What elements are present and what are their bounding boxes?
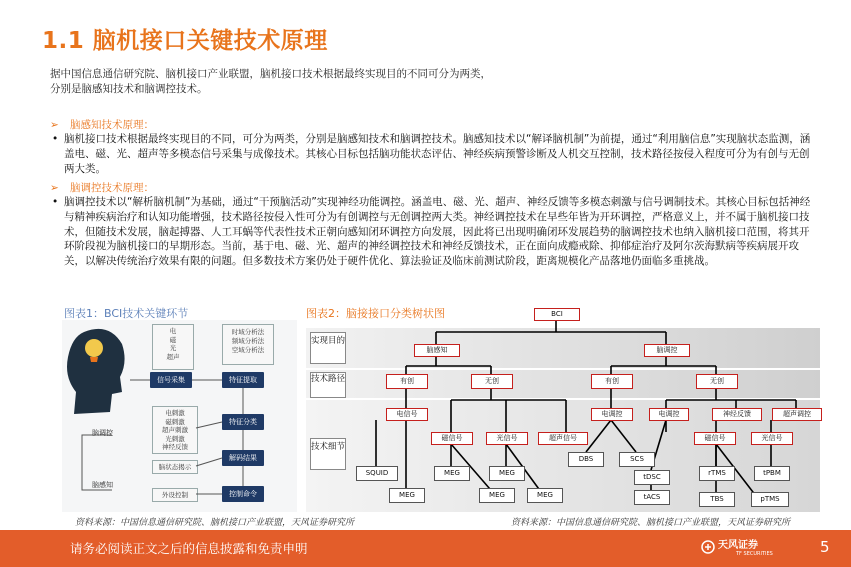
step-feature-extraction: 特征提取 (222, 372, 264, 388)
intro-line-1: 据中国信息通信研究院、脑机接口产业联盟，脑机接口技术根据最终实现目的不同可分为两类， (50, 68, 491, 80)
tree-node-tdsc: tDSC (634, 470, 670, 485)
row-label-goal: 实现目的 (310, 332, 346, 364)
bullet-icon: • (52, 133, 59, 145)
stimulation-box (152, 406, 198, 454)
bullet-text: 脑调控技术以“解析脑机制”为基础，通过“干预脑活动”实现神经功能调控。涵盖电、磁、光、超声、神经反馈等多模态刺激与信号调制技术。其核心目标包括神经与精神疾病治疗和认知功能增强，技术路径按侵入性可分为有创调控与无创调控两大类。神经调控技术在早些年皆为开环调控，严格意义上，并不属于脑机接口技术，但随技术发展，脑起搏器、人工耳蜗等代表性技术正朝向感知闭环调控方向发展，因此将已出现明确闭环发展趋势的脑调控技术也纳入脑机接口范围，将其开环阶段视为脑机接口的早期形态。当前，基于电、磁、光、超声的神经调控技术和神经反馈技术，正在面向成瘾戒除、抑郁症治疗及阿尔茨海默病等疾病展开攻关，以解决传统治疗效果有限的问题。但多数技术方案仍处于硬件优化、算法验证及临床前测试阶段，距离规模化产品落地仍面临多重挑战。 (64, 196, 811, 268)
tree-node-light-signal-2: 光信号 (751, 432, 793, 445)
tree-node-perceive: 脑感知 (414, 344, 460, 357)
brand-logo-text: 天风证券 (718, 540, 758, 551)
tree-node-ultrasound-signal: 超声信号 (538, 432, 588, 445)
row-label-path: 技术路径 (310, 372, 346, 398)
analysis-label: 时域分析法 (231, 328, 265, 336)
tree-node-bci: BCI (534, 308, 580, 321)
figure2-caption: 图表2：脑接接口分类树状图 (306, 307, 445, 320)
section-heading-perceive (50, 117, 154, 132)
tree-node-ultrasound-modulation: 超声调控 (772, 408, 822, 421)
tree-node-meg: MEG (434, 466, 470, 481)
side-label-perceive: 脑感知 (92, 481, 113, 489)
tf-logo-icon (701, 540, 715, 554)
arrow-icon: ➢ (50, 119, 59, 131)
signal-label: 电 (169, 327, 177, 335)
bullet-modulate (52, 195, 812, 269)
tree-node-modulate: 脑调控 (644, 344, 690, 357)
tree-node-electric-modulation: 电调控 (591, 408, 633, 421)
tree-node-perceive-noninvasive: 无创 (471, 374, 513, 389)
stim-label: 超声刺激 (162, 426, 188, 434)
section-heading-text: 脑调控技术原理： (70, 182, 154, 194)
stim-label: 磁刺激 (165, 417, 185, 426)
tree-node-modulate-noninvasive: 无创 (696, 374, 738, 389)
tree-node-squid: SQUID (356, 466, 398, 481)
figure1-caption: 图表1：BCI技术关键环节 (64, 307, 189, 320)
tree-node-meg: MEG (527, 488, 563, 503)
tree-node-tacs: tACS (634, 490, 670, 505)
stim-label: 神经反馈 (162, 443, 188, 451)
tree-node-perceive-invasive: 有创 (386, 374, 428, 389)
signal-label: 超声 (166, 352, 180, 361)
page-title: 1.1 脑机接口关键技术原理 (42, 28, 328, 54)
source-left: 资料来源：中国信息通信研究院、脑机接口产业联盟，天风证券研究所 (75, 518, 355, 528)
analysis-label: 频域分析法 (231, 337, 265, 345)
head-silhouette-icon (64, 322, 130, 417)
tree-node-electric-modulation-2: 电调控 (649, 408, 689, 421)
analysis-box (222, 324, 274, 365)
signal-label: 光 (169, 344, 177, 352)
footer-bar (0, 530, 851, 567)
step-signal-acquisition: 信号采集 (150, 372, 192, 388)
signal-label: 磁 (169, 335, 177, 344)
source-right: 资料来源：中国信息通信研究院、脑机接口产业联盟，天风证券研究所 (511, 518, 791, 528)
tree-node-meg: MEG (479, 488, 515, 503)
row-label-detail: 技术细节 (310, 438, 346, 470)
signal-types-box (152, 324, 194, 370)
step-control-command: 控制命令 (222, 486, 264, 502)
stim-label: 光刺激 (165, 434, 185, 443)
section-heading-text: 脑感知技术原理： (70, 119, 154, 131)
figure1 (62, 320, 297, 512)
bullet-icon: • (52, 196, 59, 208)
page-number: 5 (820, 538, 830, 556)
tree-node-modulate-invasive: 有创 (591, 374, 633, 389)
bullet-text: 脑机接口技术根据最终实现目的不同，可分为两类，分别是脑感知技术和脑调控技术。脑感知技术以“解译脑机制”为前提，通过“利用脑信息”实现脑状态监测，涵盖电、磁、光、超声等多模态信号采集与成像技术。其核心目标包括脑功能状态评估、神经疾病预警诊断及人机交互控制，技术路径按侵入程度可分为有创与无创两大类。 (64, 133, 811, 175)
tree-node-meg: MEG (489, 466, 525, 481)
intro-line-2: 分别是脑感知技术和脑调控技术。 (50, 83, 208, 95)
stim-label: 电刺激 (165, 409, 185, 417)
analysis-label: 空域分析法 (231, 346, 265, 354)
tree-node-rtms: rTMS (699, 466, 735, 481)
tree-node-electric-signal: 电信号 (386, 408, 428, 421)
brand-logo-subtext: TF SECURITIES (736, 551, 773, 557)
disclaimer-text: 请务必阅读正文之后的信息披露和免责申明 (70, 541, 308, 556)
brain-state-box: 脑状态揭示 (152, 460, 198, 474)
arrow-icon: ➢ (50, 182, 59, 194)
step-feature-classification: 特征分类 (222, 414, 264, 430)
intro-paragraph (50, 67, 491, 97)
tree-node-neurofeedback: 神经反馈 (712, 408, 762, 421)
bullet-perceive (52, 132, 812, 176)
tree-node-meg: MEG (389, 488, 425, 503)
tree-node-scs: SCS (619, 452, 655, 467)
side-label-modulate: 脑调控 (92, 429, 113, 437)
tree-node-magnetic-signal: 磁信号 (431, 432, 473, 445)
step-decoding-result: 解码结果 (222, 450, 264, 466)
tree-node-light-signal: 光信号 (486, 432, 528, 445)
tree-node-ptms: pTMS (751, 492, 789, 507)
tree-node-tpbm: tPBM (754, 466, 790, 481)
tree-node-tbs: TBS (699, 492, 735, 507)
external-control-box: 外设控制 (152, 488, 198, 502)
tree-node-dbs: DBS (568, 452, 604, 467)
section-heading-modulate (50, 180, 154, 195)
tree-node-magnetic-signal-2: 磁信号 (694, 432, 736, 445)
